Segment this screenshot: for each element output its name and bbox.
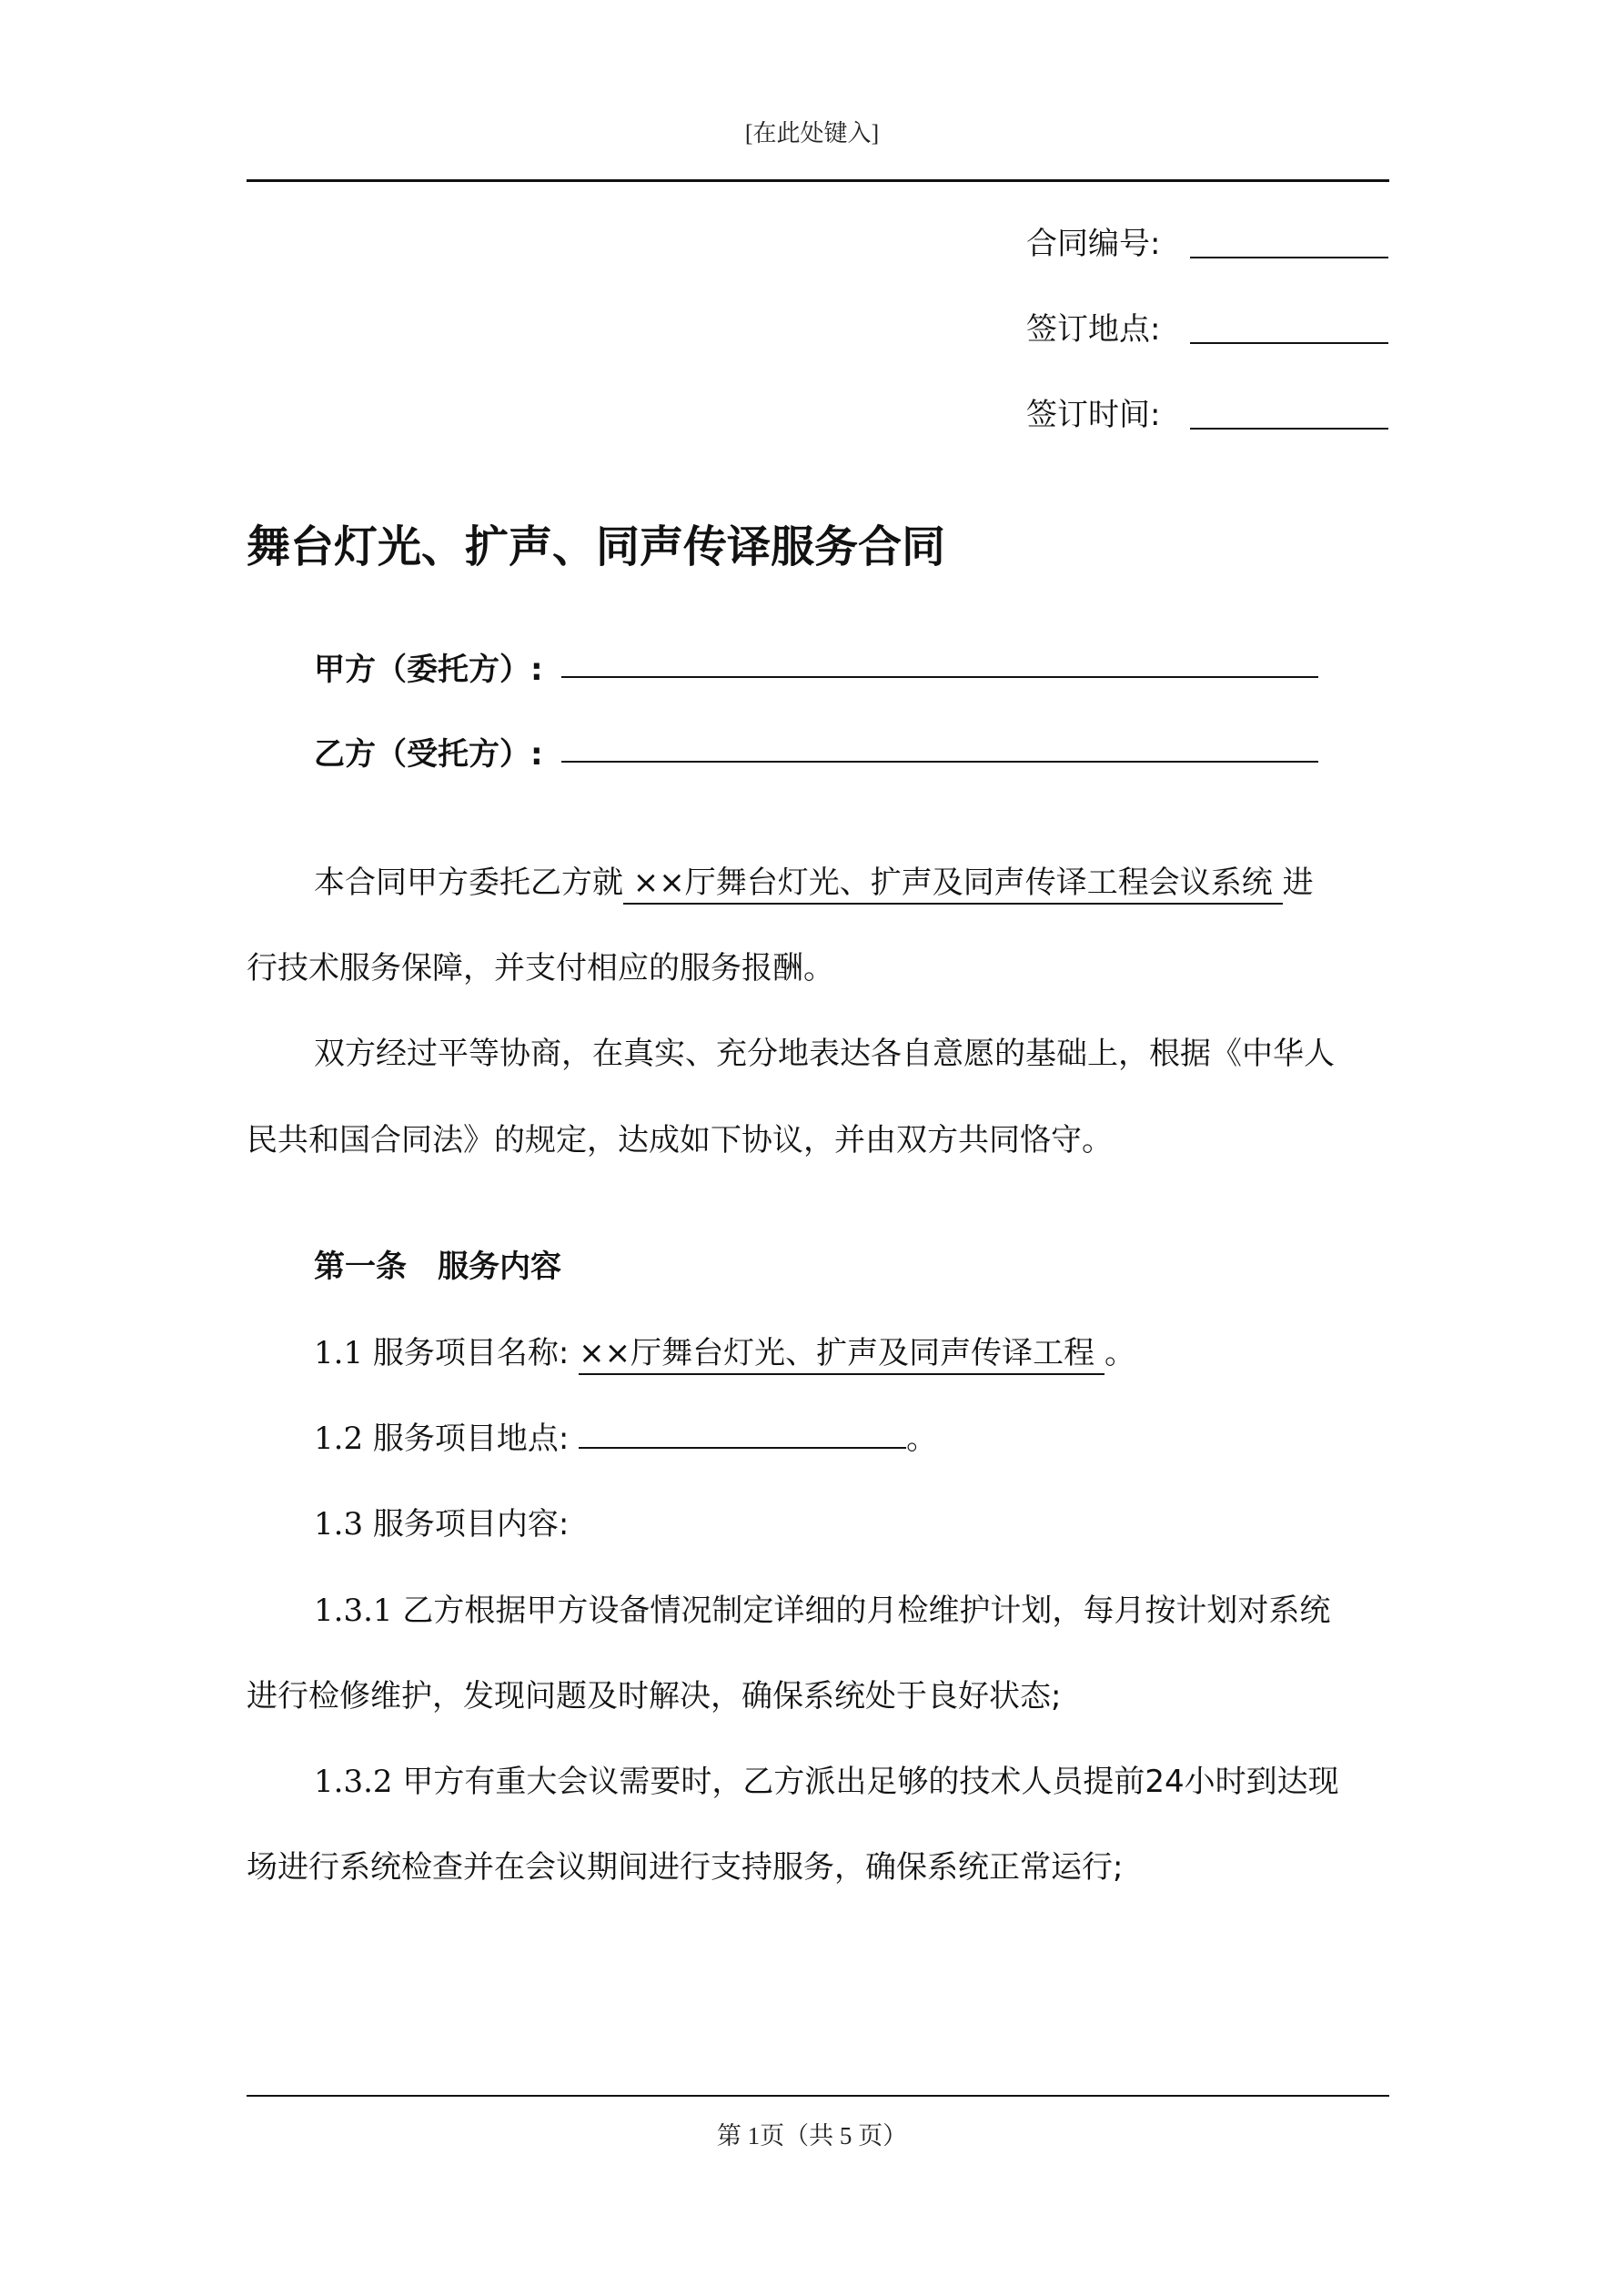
intro-paragraph-2-line-1: 双方经过平等协商，在真实、充分地表达各自意愿的基础上，根据《中华人	[314, 1036, 1335, 1072]
item-1-2-label: 服务项目地点:	[372, 1421, 570, 1457]
item-1-3	[314, 1499, 569, 1543]
contract-number-blank[interactable]	[1190, 257, 1388, 258]
item-1-3-2-text: 甲方有重大会议需要时，乙方派出足够的技术人员提前24小时到达现	[402, 1764, 1339, 1800]
item-1-1-label: 服务项目名称:	[372, 1335, 570, 1371]
item-1-2-blank[interactable]	[579, 1420, 906, 1449]
sign-time-label: 签订时间:	[1026, 397, 1161, 433]
sign-place-label: 签订地点:	[1026, 311, 1161, 348]
item-1-3-1-line-1	[314, 1585, 1330, 1630]
intro-paragraph-1-line-2: 行技术服务保障，并支付相应的服务报酬。	[247, 950, 834, 986]
footer-divider	[247, 2095, 1389, 2097]
party-a-label: 甲方（委托方）:	[314, 652, 543, 688]
item-1-3-2-line-1	[314, 1756, 1339, 1801]
item-1-3-2-number: 1.3.2	[314, 1764, 393, 1800]
sign-place-blank[interactable]	[1190, 342, 1388, 344]
item-1-1	[314, 1328, 1135, 1372]
party-b-label: 乙方（受托方）:	[314, 736, 543, 773]
intro-paragraph-2-line-2: 民共和国合同法》的规定，达成如下协议，并由双方共同恪守。	[247, 1122, 1113, 1158]
party-a-blank[interactable]	[561, 676, 1318, 678]
party-b-blank[interactable]	[561, 761, 1318, 763]
contract-title: 舞台灯光、扩声、同声传译服务合同	[247, 521, 946, 572]
item-1-3-2-line-2: 场进行系统检查并在会议期间进行支持服务，确保系统正常运行;	[247, 1849, 1124, 1886]
item-1-3-number: 1.3	[314, 1506, 364, 1542]
item-1-1-number: 1.1	[314, 1335, 364, 1371]
sign-time-blank[interactable]	[1190, 428, 1388, 430]
header-divider	[247, 179, 1389, 182]
item-1-2-end: 。	[906, 1421, 938, 1457]
item-1-2-number: 1.2	[314, 1421, 364, 1457]
item-1-3-1-text: 乙方根据甲方设备情况制定详细的月检维护计划，每月按计划对系统	[402, 1593, 1331, 1629]
intro-p1-prefix: 本合同甲方委托乙方就	[314, 865, 623, 901]
item-1-2	[314, 1413, 937, 1458]
item-1-1-value: ××厅舞台灯光、扩声及同声传译工程	[579, 1335, 1105, 1375]
item-1-3-label: 服务项目内容:	[372, 1506, 570, 1542]
page-header-placeholder: [在此处键入]	[744, 120, 880, 147]
intro-paragraph-1-line-1	[314, 857, 1314, 902]
item-1-3-1-line-2: 进行检修维护，发现问题及时解决，确保系统处于良好状态;	[247, 1678, 1062, 1714]
item-1-1-end: 。	[1104, 1335, 1135, 1371]
intro-p1-project: ××厅舞台灯光、扩声及同声传译工程会议系统	[623, 865, 1283, 905]
contract-number-label: 合同编号:	[1026, 226, 1161, 262]
page-number: 第 1页（共 5 页）	[716, 2122, 908, 2149]
article-1-heading: 第一条 服务内容	[314, 1249, 561, 1285]
item-1-3-1-number: 1.3.1	[314, 1593, 393, 1629]
intro-p1-suffix: 进	[1282, 865, 1314, 901]
